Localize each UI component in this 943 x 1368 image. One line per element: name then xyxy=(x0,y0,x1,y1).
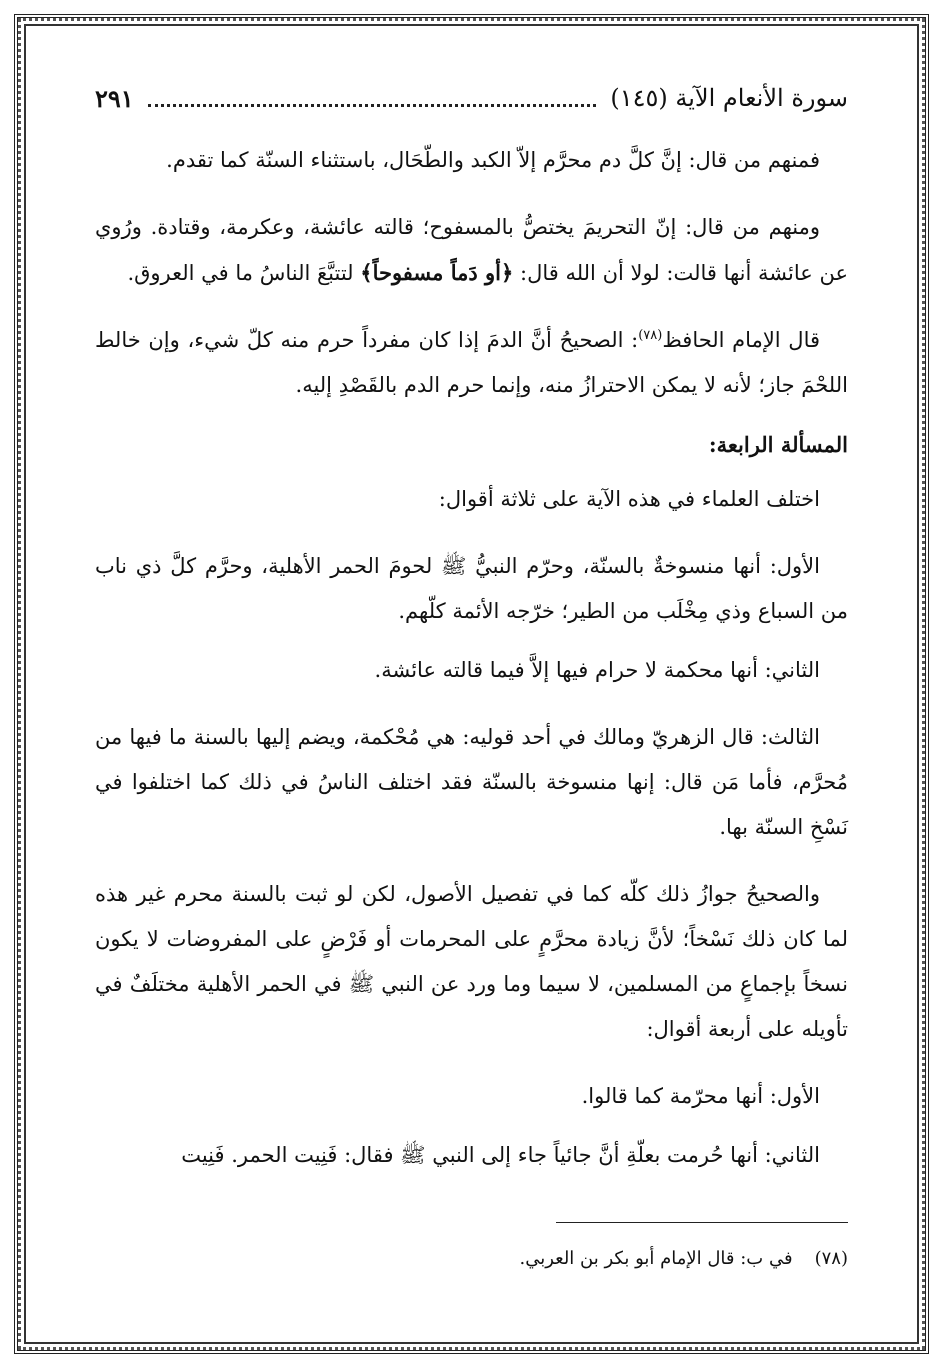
section-heading: المسألة الرابعة: xyxy=(708,432,848,457)
quran-quote: ﴿أو دَماً مسفوحاً﴾ xyxy=(360,260,514,285)
paragraph: ومنهم من قال: إنّ التحريمَ يختصُّ بالمسفوح؛ قالته عائشة، وعكرمة، وقتادة. ورُوي عن عائشة أنها قالت: لولا أن الله قال: ﴿أو دَماً مسفوحاً﴾ لتتبَّعَ الناسُ ما في العروق. xyxy=(95,215,848,285)
running-header xyxy=(95,78,848,118)
footnote-separator xyxy=(556,1222,848,1223)
footnote xyxy=(519,1248,848,1269)
footnote-text: في ب: قال الإمام أبو بكر بن العربي. xyxy=(519,1248,793,1269)
paragraph: فمنهم من قال: إنَّ كلَّ دم محرَّم إلاّ الكبد والطّحَال، باستثناء السنّة كما تقدم. xyxy=(166,148,820,172)
paragraph: الأول: أنها محرّمة كما قالوا. xyxy=(581,1084,820,1108)
header-dot-leader xyxy=(148,90,597,107)
surah-title: سورة الأنعام الآية (١٤٥) xyxy=(610,84,848,112)
footnote-reference: (٧٨) xyxy=(638,328,663,343)
page-number: ٢٩١ xyxy=(95,83,134,113)
paragraph: الثالث: قال الزهريّ ومالك في أحد قوليه: هي مُحْكمة، ويضم إليها بالسنة ما فيها من مُحرَّم، فأما مَن قال: إنها منسوخة بالسنّة فقد اختلف الناسُ في ذلك كما اختلفوا في نَسْخِ السنّة بها. xyxy=(95,725,848,839)
paragraph: والصحيحُ جوازُ ذلك كلّه كما في تفصيل الأصول، لكن لو ثبت بالسنة محرم غير هذه لما كان ذلك نَسْخاً؛ لأنَّ زيادة محرَّمٍ على المحرمات أو فَرْضٍ على المفروضات لا يكون نسخاً بإجماعٍ من المسلمين، لا سيما وما ورد عن النبي ﷺ في الحمر الأهلية مختلَفٌ في تأويله على أربعة أقوال: xyxy=(95,882,848,1041)
page-body xyxy=(95,138,848,1192)
paragraph: اختلف العلماء في هذه الآية على ثلاثة أقوال: xyxy=(438,487,820,511)
paragraph: الثاني: أنها محكمة لا حرام فيها إلاَّ فيما قالته عائشة. xyxy=(374,658,820,682)
paragraph: الأول: أنها منسوخةٌ بالسنّة، وحرّم النبيُّ ﷺ لحومَ الحمر الأهلية، وحرَّم كلَّ ذي ناب من السباع وذي مِخْلَب من الطير؛ خرّجه الأئمة كلّهم. xyxy=(95,554,848,623)
paragraph: قال الإمام الحافظ$^{(٧٨)}$: الصحيحُ أنَّ الدمَ إذا كان مفرداً حرم منه كلّ شيء، وإن خالط اللحْمَ جاز؛ لأنه لا يمكن الاحترازُ منه، وإنما حرم الدم بالقَصْدِ إليه. xyxy=(95,328,848,397)
paragraph: الثاني: أنها حُرمت بعلّةِ أنَّ جائياً جاء إلى النبي ﷺ فقال: فَنِيت الحمر. فَنِيت xyxy=(181,1143,820,1167)
footnote-marker: (٧٨) xyxy=(814,1248,848,1269)
